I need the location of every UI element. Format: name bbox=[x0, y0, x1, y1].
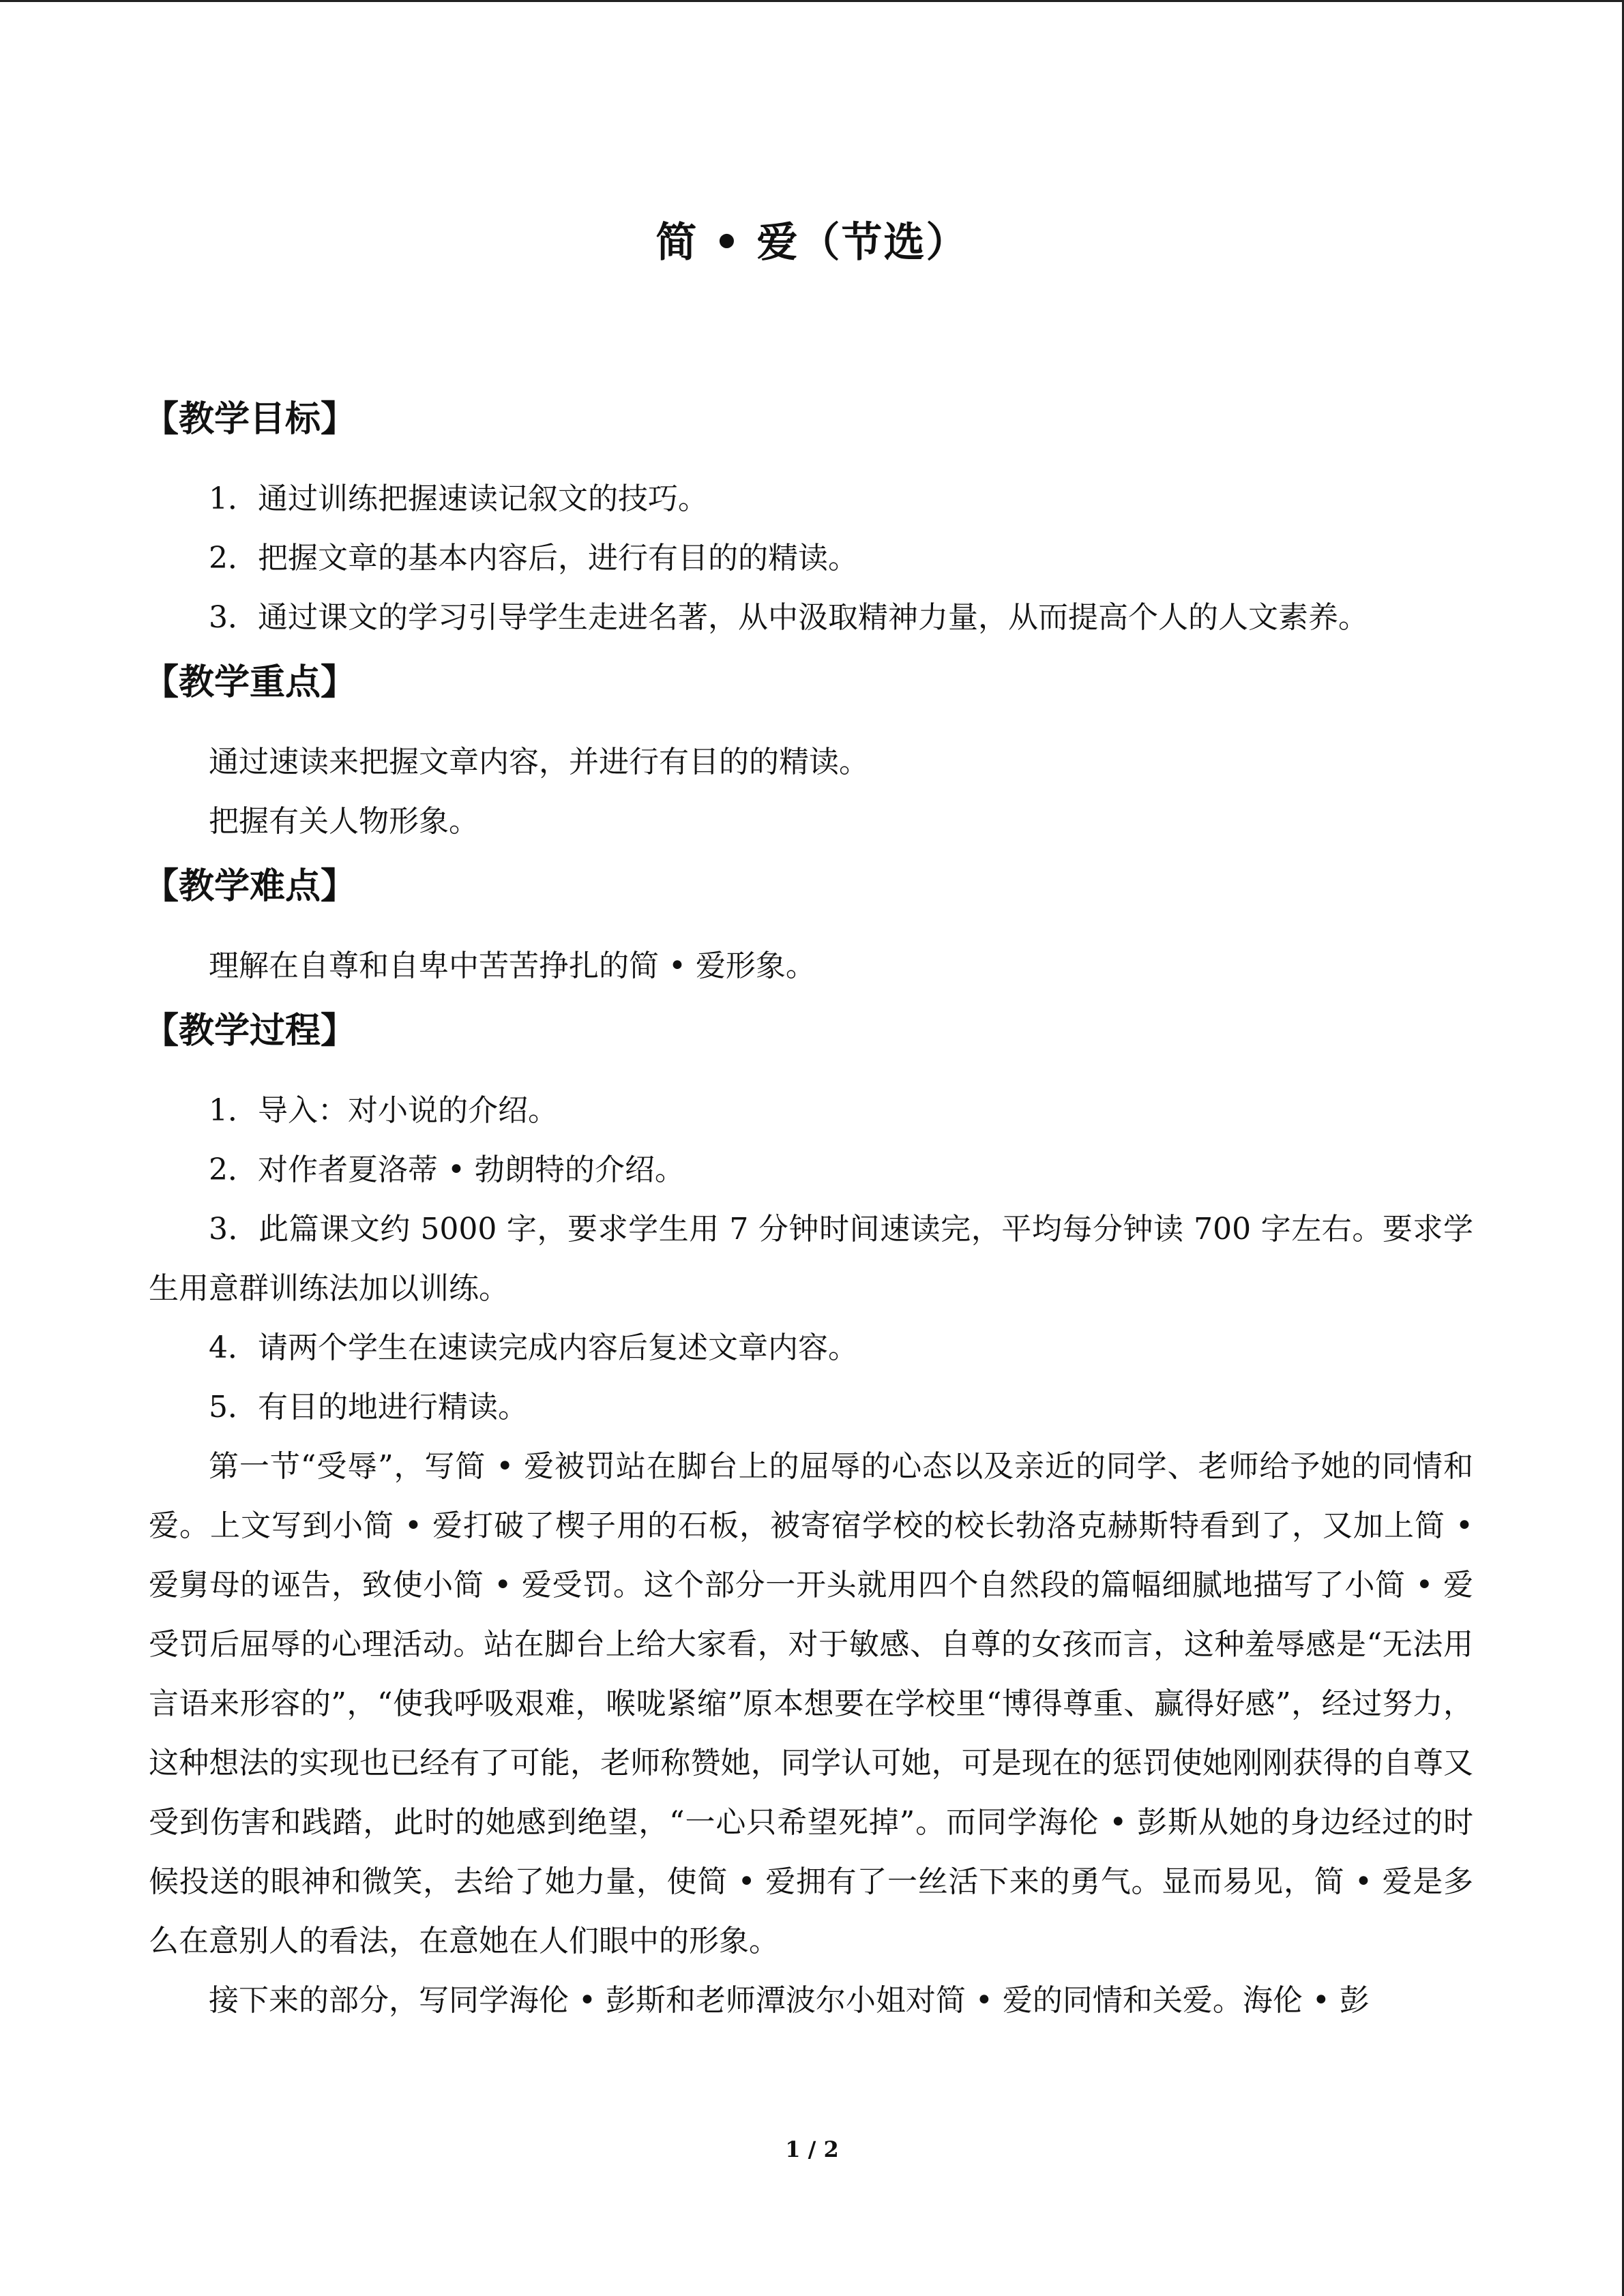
goal-item-2: 2．把握文章的基本内容后，进行有目的的精读。 bbox=[209, 541, 858, 576]
section-heading-key-points: 【教学重点】 bbox=[143, 661, 357, 704]
process-paragraph-1: 第一节“受辱”，写简 • 爱被罚站在脚台上的屈辱的心态以及亲近的同学、老师给予她的同情和爱。上文写到小简 • 爱打破了楔子用的石板，被寄宿学校的校长勃洛克赫斯特看到了，又加上简 • 爱舅母的诬告，致使小简 • 爱受罚。这个部分一开头就用四个自然段的篇幅细腻地描写了小简 • 爱受罚后屈辱的心理活动。站在脚台上给大家看，对于敏感、自尊的女孩而言，这种羞辱感是“无法用言语来形容的”，“使我呼吸艰难，喉咙紧缩”原本想要在学校里“博得尊重、赢得好感”，经过努力，这种想法的实现也已经有了可能，老师称赞她，同学认可她，可是现在的惩罚使她刚刚获得的自尊又受到伤害和践踏，此时的她感到绝望，“一心只希望死掉”。而同学海伦 • 彭斯从她的身边经过的时候投送的眼神和微笑，去给了她力量，使简 • 爱拥有了一丝活下来的勇气。显而易见，简 • 爱是多么在意别人的看法，在意她在人们眼中的形象。 bbox=[149, 1449, 1473, 1958]
difficulty-item-1: 理解在自尊和自卑中苦苦挣扎的简 • 爱形象。 bbox=[209, 949, 816, 983]
key-point-item-2: 把握有关人物形象。 bbox=[209, 804, 479, 839]
section-heading-process: 【教学过程】 bbox=[143, 1010, 357, 1052]
page-number: 1 / 2 bbox=[785, 2136, 839, 2162]
goal-item-1: 1．通过训练把握速读记叙文的技巧。 bbox=[209, 481, 708, 516]
document-body bbox=[143, 384, 1473, 2030]
process-item-1: 1．导入：对小说的介绍。 bbox=[209, 1093, 558, 1128]
section-heading-difficulties: 【教学难点】 bbox=[143, 865, 357, 908]
process-item-2: 2．对作者夏洛蒂 • 勃朗特的介绍。 bbox=[209, 1152, 685, 1187]
process-item-4: 4．请两个学生在速读完成内容后复述文章内容。 bbox=[209, 1330, 858, 1365]
process-paragraph-2: 接下来的部分，写同学海伦 • 彭斯和老师潭波尔小姐对简 • 爱的同情和关爱。海伦 • 彭 bbox=[209, 1983, 1370, 2018]
process-item-5: 5．有目的地进行精读。 bbox=[209, 1390, 528, 1425]
document-title: 简 • 爱（节选） bbox=[655, 219, 969, 267]
key-point-item-1: 通过速读来把握文章内容，并进行有目的的精读。 bbox=[209, 745, 869, 779]
process-item-3: 3．此篇课文约 5000 字，要求学生用 7 分钟时间速读完，平均每分钟读 700 字左右。要求学生用意群训练法加以训练。 bbox=[149, 1212, 1473, 1306]
goal-item-3: 3．通过课文的学习引导学生走进名著，从中汲取精神力量，从而提高个人的人文素养。 bbox=[209, 600, 1368, 635]
section-heading-goals: 【教学目标】 bbox=[143, 398, 357, 441]
